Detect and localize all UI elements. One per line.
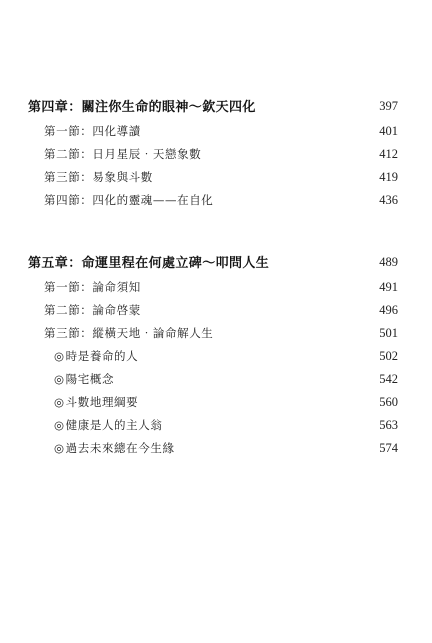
- section-entry: [0, 323, 432, 345]
- subsection-label: 時是養命的人: [65, 349, 139, 363]
- subsection-label: 過去未來總在今生緣: [65, 441, 175, 455]
- section-title: 第三節：易象與斗數: [44, 170, 153, 184]
- subsection-title: [54, 417, 162, 433]
- chapter-title: 第四章：關注你生命的眼神～欽天四化: [28, 100, 256, 115]
- section-page-number: 496: [379, 303, 398, 317]
- subsection-entry: [0, 346, 432, 368]
- section-title: 第二節：論命啓蒙: [44, 303, 141, 317]
- chapter-heading: [0, 252, 432, 274]
- section-title: 第一節：論命須知: [44, 280, 141, 294]
- section-page-number: 436: [379, 193, 398, 207]
- section-title: 第一節：四化導讀: [44, 124, 141, 138]
- bullet-icon: ◎: [54, 395, 65, 409]
- section-page-number: 491: [379, 280, 398, 294]
- section-entry: [0, 144, 432, 166]
- subsection-label: 健康是人的主人翁: [65, 418, 163, 432]
- section-page-number: 419: [379, 170, 398, 184]
- subsection-title: [54, 371, 114, 387]
- section-title: 第四節：四化的靈魂——在自化: [44, 193, 214, 207]
- section-title: 第二節：日月星辰‧天戀象數: [44, 147, 202, 161]
- section-entry: [0, 190, 432, 212]
- subsection-page-number: 502: [379, 349, 398, 363]
- section-title: 第三節：縱橫天地‧論命解人生: [44, 326, 214, 340]
- chapter-page-number: 489: [379, 255, 398, 269]
- subsection-page-number: 574: [379, 441, 398, 455]
- section-page-number: 401: [379, 124, 398, 138]
- bullet-icon: ◎: [54, 418, 65, 432]
- chapter-heading: [0, 96, 432, 118]
- section-entry: [0, 167, 432, 189]
- bullet-icon: ◎: [54, 441, 65, 455]
- bullet-icon: ◎: [54, 349, 65, 363]
- subsection-title: [54, 394, 138, 410]
- section-entry: [0, 121, 432, 143]
- subsection-entry: [0, 415, 432, 437]
- chapter-page-number: 397: [379, 99, 398, 113]
- subsection-page-number: 563: [379, 418, 398, 432]
- section-page-number: 501: [379, 326, 398, 340]
- subsection-label: 斗數地理綱要: [65, 395, 139, 409]
- section-entry: [0, 300, 432, 322]
- subsection-entry: [0, 438, 432, 460]
- subsection-label: 陽宅概念: [65, 372, 115, 386]
- subsection-entry: [0, 392, 432, 414]
- chapter-title: 第五章：命運里程在何處立碑～叩問人生: [28, 256, 270, 271]
- section-page-number: 412: [379, 147, 398, 161]
- section-entry: [0, 277, 432, 299]
- subsection-page-number: 542: [379, 372, 398, 386]
- subsection-title: [54, 348, 138, 364]
- subsection-page-number: 560: [379, 395, 398, 409]
- subsection-entry: [0, 369, 432, 391]
- subsection-title: [54, 440, 175, 456]
- bullet-icon: ◎: [54, 372, 65, 386]
